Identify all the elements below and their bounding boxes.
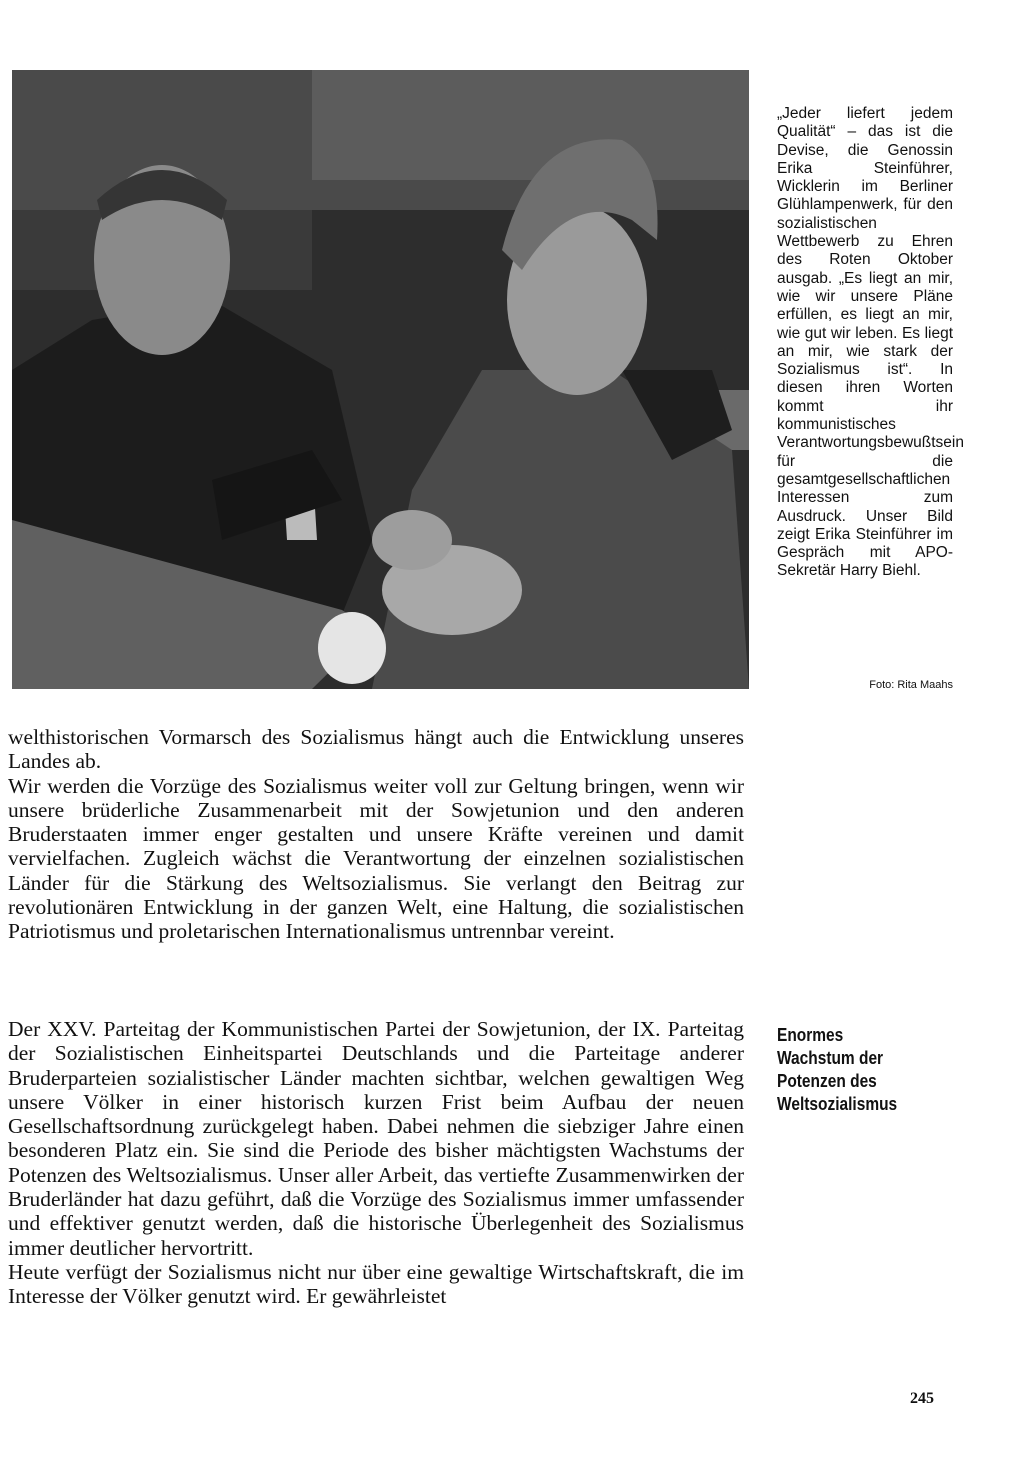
photo-workers	[12, 70, 749, 689]
page-number: 245	[910, 1390, 934, 1407]
photo-caption	[777, 105, 964, 581]
side-heading-line: Potenzen des	[777, 1071, 877, 1091]
side-heading-line: Wachstum der	[777, 1048, 884, 1068]
body-text-block-2	[8, 1017, 744, 1309]
paragraph: welthistorischen Vormarsch des Sozialismus hängt auch die Entwicklung unseres Landes ab.	[8, 725, 744, 774]
photo-credit: Foto: Rita Maahs	[869, 679, 953, 691]
paragraph: Heute verfügt der Sozialismus nicht nur über eine gewaltige Wirtschaftskraft, die im Interesse der Völker genutzt wird. Er gewährleistet	[8, 1259, 744, 1309]
body-text-block-1	[8, 725, 744, 944]
paragraph: Wir werden die Vorzüge des Sozialismus weiter voll zur Geltung bringen, wenn wir unsere brüderliche Zusammenarbeit mit der Sowjetunion und den anderen Bruderstaaten immer enger gestalten und unsere Kräfte vereinen und damit vervielfachen. Zugleich wächst die Verantwortung der einzelnen sozialistischen Länder für die Stärkung des Weltsozialismus. Sie verlangt den Beitrag zur revolutionären Entwicklung in der ganzen Welt, eine Haltung, die sozialistischen Patriotismus und proletarischen Internationalismus untrennbar vereint.	[8, 773, 744, 944]
paragraph: Der XXV. Parteitag der Kommunistischen Partei der Sowjetunion, der IX. Parteitag der Sozialistischen Einheitspartei Deutschlands und die Parteitage anderer Bruderparteien sozialistischer Länder machten sichtbar, welchen gewaltigen Weg unsere Völker in einer historisch kurzen Frist beim Aufbau der neuen Gesellschaftsordnung zurückgelegt haben. Dabei nehmen die siebziger Jahre einen besonderen Platz ein. Sie sind die Periode des bisher mächtigsten Wachstums der Potenzen des Weltsozialismus. Unser aller Arbeit, das vertiefte Zusammenwirken der Bruderländer hat dazu geführt, daß die Vorzüge des Sozialismus immer umfassender und effektiver genutzt werden, daß die historische Überlegenheit des Sozialismus immer deutlicher hervortritt.	[8, 1017, 744, 1260]
side-heading-line: Weltsozialismus	[777, 1094, 898, 1114]
caption-text: „Jeder liefert jedem Qualität“ – das ist die Devise, die Genossin Erika Steinführer, Wicklerin im Berliner Glühlampenwerk, für den sozialistischen Wettbewerb zu Ehren des Roten Oktober ausgab. „Es liegt an mir, wie wir unsere Pläne erfüllen, es liegt an mir, wie gut wir leben. Es liegt an mir, wie stark der Sozialismus ist“. In diesen ihren Worten kommt ihr kommunistisches Verantwortungsbewußtsein für die gesamtgesellschaftlichen Interessen zum Ausdruck. Unser Bild zeigt Erika Steinführer im Gespräch mit APO-Sekretär Harry Biehl.	[777, 105, 964, 580]
side-heading-line: Enormes	[777, 1025, 844, 1045]
side-heading	[777, 1024, 949, 1116]
photo-illustration	[12, 70, 749, 689]
